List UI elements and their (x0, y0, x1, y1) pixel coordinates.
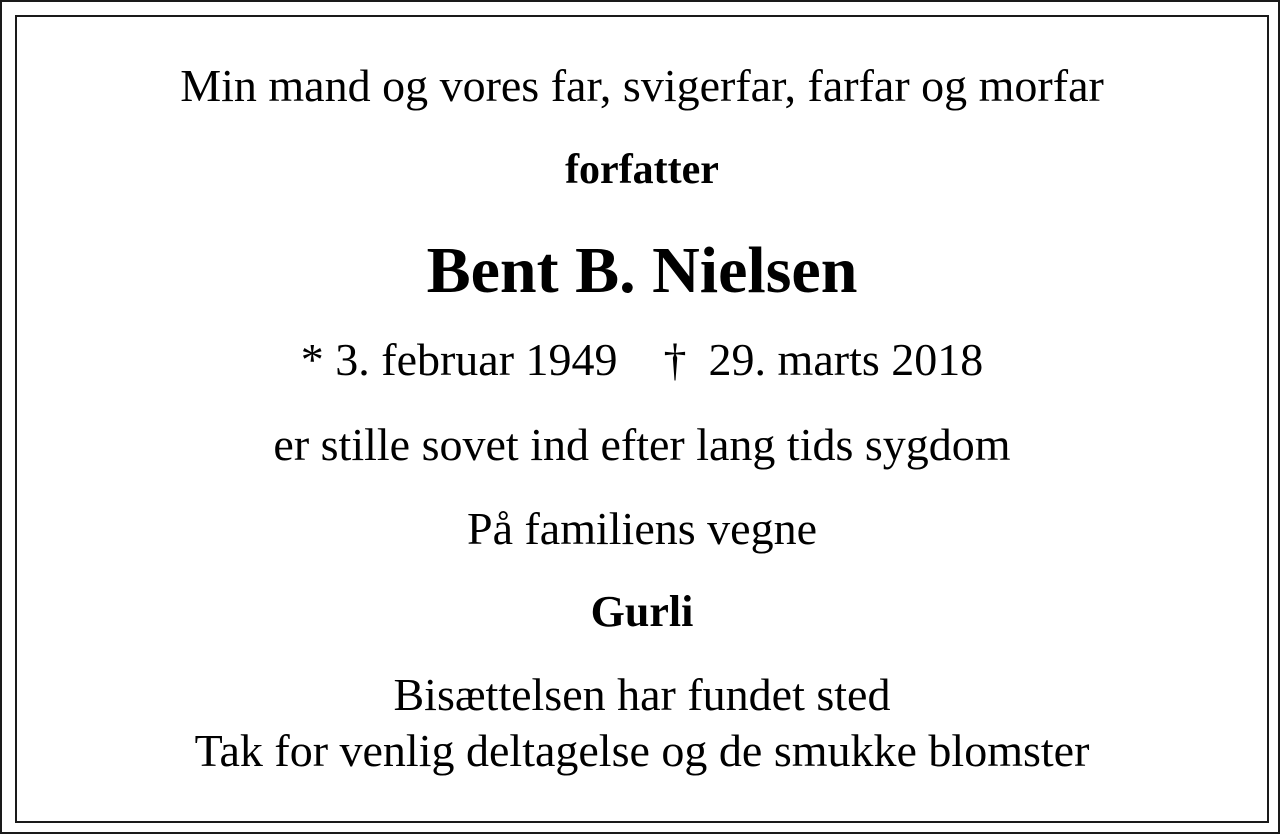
on-behalf-line: På familiens vegne (466, 503, 817, 554)
passing-message: er stille sovet ind efter lang tids sygdom (273, 419, 1011, 470)
occupation-title: forfatter (565, 147, 719, 193)
intro-line: Min mand og vores far, svigerfar, farfar og morfar (180, 60, 1104, 111)
thanks-line: Tak for venlig deltagelse og de smukke blomster (194, 725, 1090, 776)
death-date: 29. marts 2018 (708, 334, 984, 385)
deceased-name: Bent B. Nielsen (426, 234, 858, 307)
life-dates (2, 330, 1280, 390)
birth-date: 3. februar 1949 (335, 334, 618, 385)
signer-name: Gurli (590, 587, 694, 636)
birth-symbol: * (300, 334, 324, 385)
funeral-note: Bisættelsen har fundet sted (393, 669, 891, 720)
death-cross-icon: † (663, 334, 687, 385)
